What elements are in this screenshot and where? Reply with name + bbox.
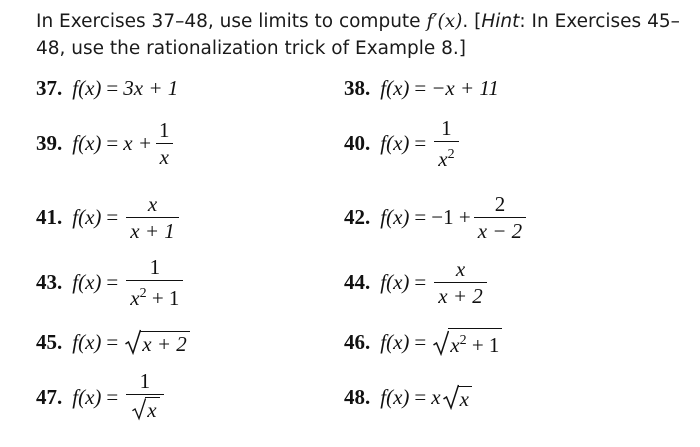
function-lhs: f(x)	[72, 204, 102, 229]
exercise-number: 45.	[36, 329, 63, 354]
numerator: 2	[494, 191, 506, 216]
derivative-notation: f′(x)	[426, 11, 463, 32]
exercise-46	[344, 317, 502, 367]
square-root	[443, 384, 472, 410]
numerator: 1	[441, 115, 452, 140]
radicand: x	[145, 397, 159, 421]
equals-sign: =	[414, 75, 427, 100]
exercise-number: 44.	[344, 269, 371, 294]
equals-sign: =	[106, 384, 119, 409]
radicand-tail: + 1	[466, 333, 500, 357]
function-lhs: f(x)	[380, 269, 410, 294]
fraction	[126, 256, 183, 309]
numerator: x	[455, 256, 466, 281]
denominator	[434, 141, 458, 170]
exponent: 2	[459, 333, 467, 348]
equals-sign: =	[414, 384, 427, 409]
function-lhs: f(x)	[72, 130, 102, 155]
numerator: 1	[149, 254, 161, 279]
square-root	[125, 329, 190, 355]
exercise-44	[344, 257, 490, 307]
radicand: x	[458, 386, 472, 410]
function-lhs: f(x)	[380, 329, 410, 354]
function-lhs: f(x)	[72, 269, 102, 294]
expression-prefix: x	[431, 384, 441, 409]
radical-sign-icon	[433, 330, 449, 356]
function-lhs: f(x)	[380, 384, 410, 409]
function-rhs: 3x + 1	[123, 75, 179, 100]
equals-sign: =	[414, 204, 427, 229]
function-lhs: f(x)	[380, 75, 410, 100]
numerator: 1	[159, 117, 170, 142]
equals-sign: =	[414, 130, 427, 155]
denominator: x	[156, 143, 173, 168]
fraction	[434, 117, 458, 170]
denominator	[126, 394, 163, 425]
fraction	[126, 370, 163, 425]
equals-sign: =	[106, 269, 119, 294]
radical-sign-icon	[125, 329, 141, 355]
denominator: x + 2	[434, 282, 487, 307]
exercise-48	[344, 372, 472, 422]
radicand: x + 2	[140, 331, 190, 355]
equals-sign: =	[106, 329, 119, 354]
fraction	[155, 119, 174, 168]
denominator: x + 1	[126, 217, 179, 242]
numerator: x	[147, 191, 158, 216]
exercise-37	[36, 63, 178, 113]
exercise-number: 48.	[344, 384, 371, 409]
exercise-45	[36, 317, 190, 367]
exercise-47	[36, 368, 167, 422]
expression-prefix: −1 +	[431, 204, 471, 229]
numerator: 1	[139, 368, 151, 393]
function-lhs: f(x)	[72, 329, 102, 354]
square-root	[433, 328, 502, 356]
exercise-number: 41.	[36, 204, 63, 229]
denominator	[126, 280, 183, 309]
equals-sign: =	[414, 329, 427, 354]
denominator-base: x	[438, 146, 448, 171]
equals-sign: =	[106, 75, 119, 100]
exercise-number: 39.	[36, 130, 63, 155]
exercise-39	[36, 118, 177, 168]
exercise-43	[36, 254, 186, 310]
exercise-number: 47.	[36, 384, 63, 409]
exercise-number: 42.	[344, 204, 371, 229]
exercise-number: 40.	[344, 130, 371, 155]
exercise-number: 43.	[36, 269, 63, 294]
fraction	[126, 193, 179, 242]
function-lhs: f(x)	[72, 384, 102, 409]
instructions	[36, 8, 686, 62]
exercise-38	[344, 63, 499, 113]
function-lhs: f(x)	[380, 130, 410, 155]
denominator-base: x	[130, 285, 140, 310]
equals-sign: =	[106, 204, 119, 229]
radicand	[448, 328, 502, 356]
instructions-text: . [	[462, 11, 482, 32]
function-rhs: −x + 11	[431, 75, 499, 100]
radical-sign-icon	[132, 397, 146, 421]
square-root	[132, 397, 159, 421]
instructions-text: : In Exercises 45–48, use the rationalization trick of Example 8.]	[36, 11, 680, 59]
fraction	[474, 193, 527, 242]
instructions-text: In Exercises 37–48, use limits to compute	[36, 11, 427, 32]
radical-sign-icon	[443, 384, 459, 410]
exponent: 2	[139, 285, 147, 301]
radicand-base: x	[450, 333, 460, 357]
expression-prefix: x +	[123, 130, 152, 155]
exponent: 2	[447, 146, 455, 162]
denominator-tail: + 1	[146, 285, 180, 310]
equals-sign: =	[414, 269, 427, 294]
exercise-number: 38.	[344, 75, 371, 100]
exercise-number: 37.	[36, 75, 63, 100]
fraction	[434, 258, 487, 307]
hint-label: Hint	[481, 11, 520, 32]
denominator: x − 2	[474, 217, 527, 242]
exercise-42	[344, 192, 529, 242]
function-lhs: f(x)	[72, 75, 102, 100]
exercise-40	[344, 115, 462, 171]
exercise-41	[36, 192, 182, 242]
equals-sign: =	[106, 130, 119, 155]
function-lhs: f(x)	[380, 204, 410, 229]
exercise-number: 46.	[344, 329, 371, 354]
